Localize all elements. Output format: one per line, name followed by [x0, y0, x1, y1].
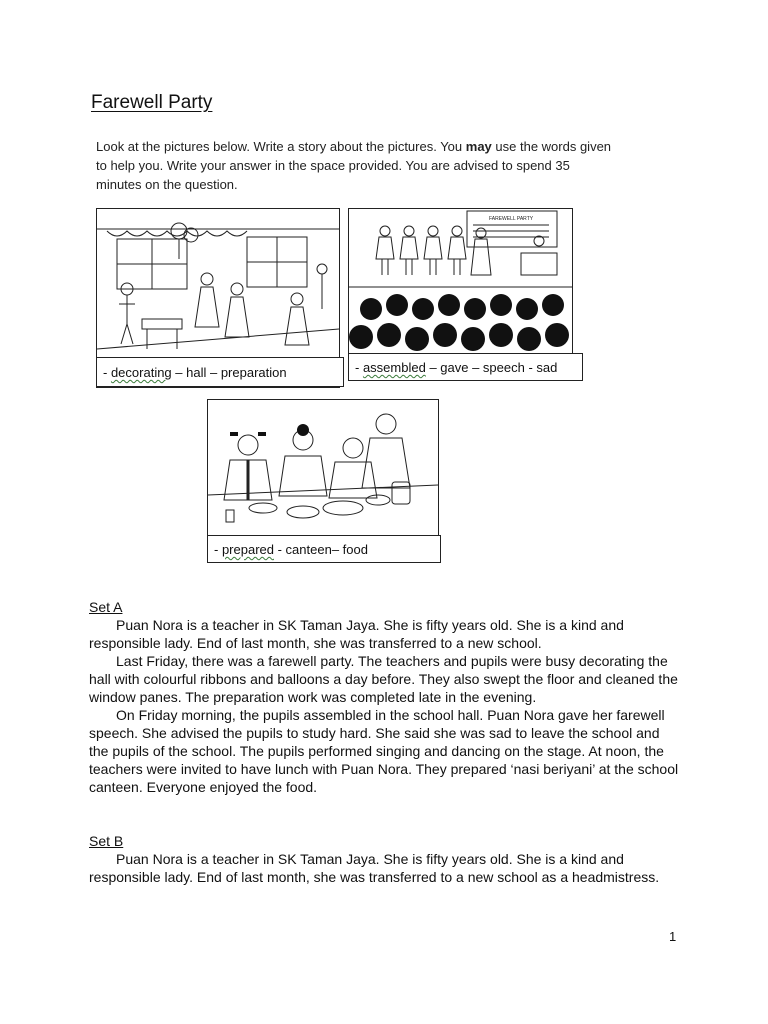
instructions — [96, 137, 616, 194]
assembly-illustration — [349, 209, 572, 357]
page-title: Farewell Party — [91, 92, 213, 113]
decorating-illustration — [97, 209, 339, 359]
set-a-paragraph: On Friday morning, the pupils assembled in the school hall. Puan Nora gave her farewell speech. She advised the pupils to study hard. She said she was sad to leave the school and the pupils of the school. The pupils performed singing and dancing on the stage. At noon, the teachers were invited to have lunch with Puan Nora. They prepared ‘nasi beriyani’ at the school canteen. Everyone enjoyed the food. — [89, 707, 679, 795]
instructions-bold: may — [465, 139, 492, 154]
page-number: 1 — [669, 929, 677, 944]
caption-assembly — [348, 353, 583, 381]
caption-keyword: decorating — [110, 365, 172, 380]
caption-rest: – hall – preparation — [171, 365, 287, 380]
caption-keyword: prepared — [221, 542, 274, 557]
caption-lead: - — [355, 360, 363, 375]
caption-canteen — [207, 535, 441, 563]
caption-keyword: assembled — [362, 360, 426, 375]
set-a-paragraph: Last Friday, there was a farewell party. The teachers and pupils were busy decorating the hall with colourful ribbons and balloons a day before. They also swept the floor and cleaned the window panes. The preparation work was completed late in the evening. — [89, 653, 678, 705]
set-a — [89, 598, 679, 796]
caption-decorating — [96, 357, 344, 387]
set-b-label: Set B — [89, 833, 124, 849]
picture-canteen — [207, 399, 439, 541]
banner-text: FAREWELL PARTY — [489, 216, 534, 222]
instructions-pre: Look at the pictures below. Write a story about the pictures. You — [96, 139, 466, 154]
instructions-post: use the words given to help you. Write your answer in the space provided. You are advised to spend 35 minutes on the question. — [96, 139, 612, 192]
set-a-paragraph: Puan Nora is a teacher in SK Taman Jaya. She is fifty years old. She is a kind and responsible lady. End of last month, she was transferred to a new school. — [89, 617, 624, 651]
picture-assembly — [348, 208, 573, 358]
caption-lead: - — [103, 365, 111, 380]
set-b — [89, 832, 679, 886]
set-b-paragraph: Puan Nora is a teacher in SK Taman Jaya. She is fifty years old. She is a kind and responsible lady. End of last month, she was transferred to a new school as a headmistress. — [89, 851, 660, 885]
caption-lead: - — [214, 542, 222, 557]
caption-rest: – gave – speech - sad — [425, 360, 558, 375]
canteen-illustration — [208, 400, 438, 540]
caption-rest: - canteen– food — [274, 542, 368, 557]
set-a-label: Set A — [89, 599, 123, 615]
